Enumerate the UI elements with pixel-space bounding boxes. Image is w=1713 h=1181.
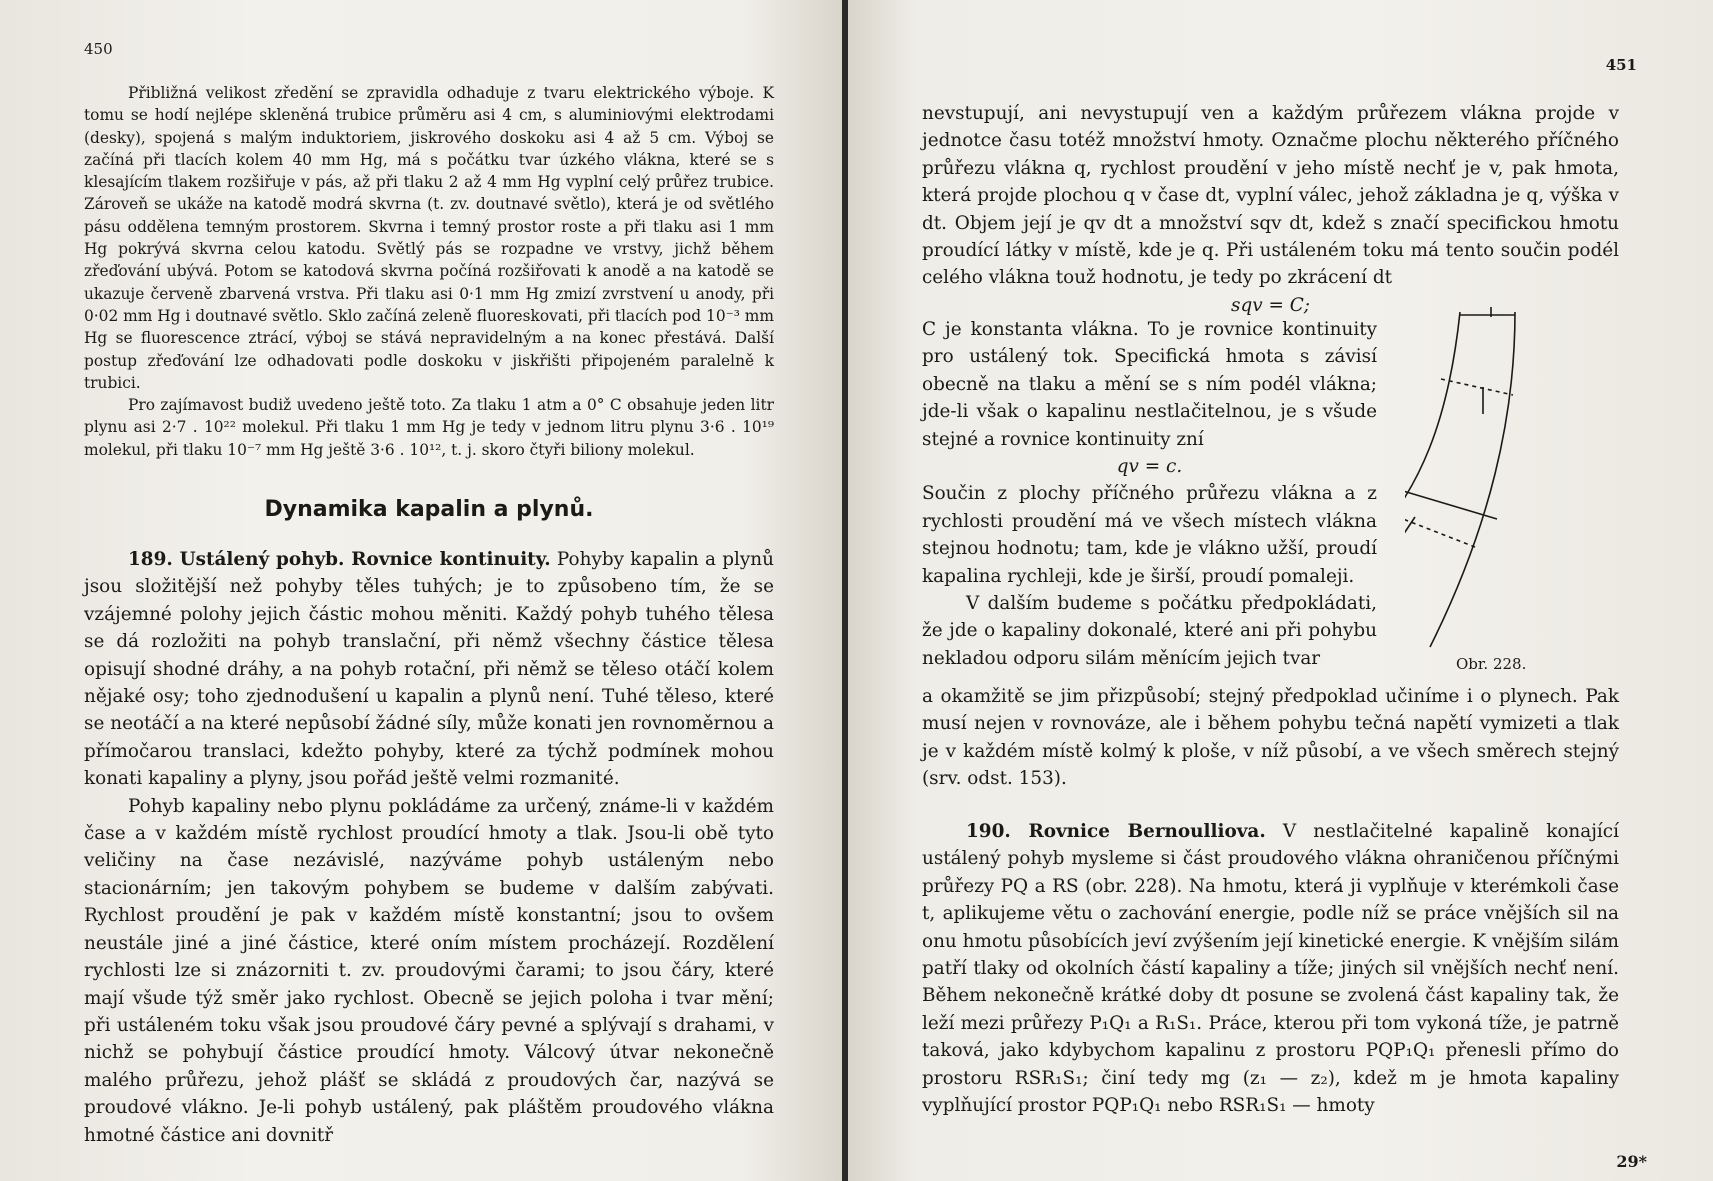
section-190-text: V nestlačitelné kapalině konající ustálený pohyb mysleme si část proudového vlákna ohraničenou příčnými průřezy PQ a RS (obr. 228). Na hmotu, která ji vyplňuje v kterémkoli čase t, aplikujeme větu o zachování energie, podle níž se práce vnějších sil na onu hmotu působících jeví zvýšením její kinetické energie. K vnějším silám patří tlaky od okolních částí kapaliny a tíže; jiných sil vnějších nechť není. Během nekonečně krátké doby dt posune se zvolená část kapaliny tak, že leží mezi průřezy P₁Q₁ a R₁S₁. Práce, kterou při tom vykoná tíže, je patrně taková, jako kdybychom kapalinu z prostoru PQP₁Q₁ přenesli přímo do prostoru RSR₁S₁; činí tedy mg (z₁ — z₂), kdež m je hmota kapaliny vyplňující prostor PQP₁Q₁ nebo RSR₁S₁ — hmoty	[922, 821, 1619, 1117]
stream-tube-left-wall	[1405, 312, 1460, 562]
figure-caption: Obr. 228.	[1456, 655, 1527, 673]
section-title: Dynamika kapalin a plynů.	[264, 497, 594, 522]
continuity-paragraph: nevstupují, ani nevystupují ven a každým průřezem vlákna projde v jednotce času totéž množství hmoty. Označme plochu některého příčného průřezu vlákna q, rychlost proudění v jeho místě nechť je v, pak hmota, která projde plochou q v čase dt, vyplní válec, jehož základna je q, výška v dt. Objem její je qv dt a množství sqv dt, kdež s značí specifickou hmotu proudící látky v místě, kde je q. Při ustáleném toku má tento součin podél celého vlákna touž hodnotu, je tedy po zkrácení dt	[922, 103, 1619, 289]
section-189-paragraph-2: Pohyb kapaliny nebo plynu pokládáme za určený, známe-li v každém čase a v každém místě rychlost proudící hmoty a tlak. Jsou-li obě tyto veličiny na čase nezávislé, nazýváme pohyb ustáleným nebo stacionárním; jen takovým pohybem se budeme v dalším zabývati. Rychlost proudění je pak v každém místě konstantní; jsou to ovšem neustále jiné a jiné částice, které oním místem procházejí. Rozdělení rychlosti lze si znázorniti t. zv. proudovými čarami; to jsou čáry, které mají všude týž směr jako rychlost. Obecně se jejich poloha i tvar mění; při ustáleném toku však jsou proudové čáry pevné a splývají s drahami, v nichž se pohybují částice proudící hmoty. Válcový útvar nekonečně malého průřezu, jehož plášť se skládá z proudových čar, nazývá se proudové vlákno. Je-li pohyb ustálený, pak pláštěm proudového vlákna hmotné částice ani dovnitř	[84, 795, 774, 1146]
equation-sqv: sqv = C;	[1231, 294, 1310, 316]
section-190-paragraph	[922, 818, 1619, 1119]
small-print-block	[84, 82, 774, 461]
page-number-left: 450	[84, 40, 113, 58]
section-189-text-1: Pohyby kapalin a plynů jsou složitější než pohyby těles tuhých; je to způsobeno tím, že se vzájemné polohy jejich částic mohou měniti. Každý pohyb tuhého tělesa se dá rozložiti na pohyb translační, při němž všechny částice tělesa opisují shodné dráhy, a na pohyb rotační, při němž se těleso otáčí kolem nějaké osy; toho zjednodušení u kapalin a plynů není. Tuhé těleso, které se neotáčí a na které nepůsobí žádné síly, může konati jen rovnoměrnou a přímočarou translaci, kdežto pohyby, které za týchž podmínek mohou konati kapaliny a plyny, jsou pořád ještě velmi rozmanité.	[84, 549, 774, 790]
velocity-arrow-v2	[1405, 517, 1415, 550]
equation-qv: qv = c.	[1116, 456, 1183, 478]
small-paragraph-1: Přibližná velikost zředění se zpravidla odhaduje z tvaru elektrického výboje. K tomu se hodí nejlépe skleněná trubice průměru asi 4 cm, s aluminiovými elektrodami (desky), spojená s malým induktoriem, jiskrového doskoku asi 4 až 5 cm. Výboj se začíná při tlacích kolem 40 mm Hg, má s počátku tvar úzkého vlákna, které se s klesajícím tlakem rozšiřuje v pás, až při tlaku 2 až 4 mm Hg vyplní celý průřez trubice. Zároveň se ukáže na katodě modrá skvrna (t. zv. doutnavé světlo), která je od světlého pásu oddělena temným prostorem. Skvrna i temný prostor roste a při tlaku asi 1 mm Hg pokrývá skvrna celou katodu. Světlý pás se rozpadne ve vrstvy, jichž během zřeďování ubývá. Potom se katodová skvrna počíná rozšiřovati k anodě a na katodě se ukazuje červeně zbarvená vrstva. Při tlaku asi 0·1 mm Hg zmizí zvrstvení u anody, při 0·02 mm Hg i doutnavé světlo. Sklo začíná zeleně fluoreskovati, při tlacích pod 10⁻³ mm Hg se fluorescence ztrácí, výboj se stává nepravidelným a na konec přestává. Další postup zřeďování lze odhadovati podle doskoku v jiskřišti připojeném paralelně k trubici.	[84, 84, 774, 392]
section-190-heading: 190. Rovnice Bernoulliova.	[966, 821, 1266, 842]
section-r1s1	[1405, 505, 1475, 547]
small-paragraph-2: Pro zajímavost budiž uvedeno ještě toto. Za tlaku 1 atm a 0° C obsahuje jeden litr plynu asi 2·7 . 10²² molekul. Při tlaku 1 mm Hg je tedy v jednom litru plynu 3·6 . 10¹⁹ molekul, při tlaku 10⁻⁷ mm Hg ještě 3·6 . 10¹², t. j. skoro čtyři biliony molekul.	[84, 396, 774, 459]
section-189-paragraph-1	[84, 546, 774, 793]
assumption-paragraph: a okamžitě se jim přizpůsobí; stejný předpoklad učiníme i o plynech. Pak musí nejen v rovnováze, ale i během pohybu tečná napětí vymizeti a tlak je v každém místě kolmý k ploše, v níž působí, a ve všech směrech stejný (srv. odst. 153).	[922, 686, 1619, 790]
mid-paragraph-3: V dalším budeme s počátku předpokládati, že jde o kapaliny dokonalé, které ani při pohybu nekladou odporu silám měnícím jejich tvar	[922, 593, 1377, 669]
page-number-right: 451	[1605, 56, 1637, 74]
section-190-body	[922, 818, 1619, 1119]
figure-228-stream-tube	[1405, 307, 1625, 652]
stream-tube-right-wall	[1430, 312, 1515, 647]
mid-paragraph-2: Součin z plochy příčného průřezu vlákna a z rychlosti proudění má ve všech místech vlákna stejnou hodnotu; tam, kde je vlákno užší, proudí kapalina rychleji, kde je širší, proudí pomaleji.	[922, 483, 1377, 587]
assumption-paragraph-block	[922, 683, 1619, 793]
section-189-body	[84, 546, 774, 1149]
figure-wrap-text	[922, 316, 1377, 672]
mid-paragraph: C je konstanta vlákna. To je rovnice kontinuity pro ustálený tok. Specifická hmota s závisí obecně na tlaku a mění se s ním podél vlákna; jde-li však o kapalinu nestlačitelnou, je s všude stejné a rovnice kontinuity zní	[922, 319, 1377, 450]
continuity-paragraph-block	[922, 100, 1619, 319]
left-page	[0, 0, 842, 1181]
signature-mark: 29*	[1616, 1152, 1647, 1171]
section-189-heading: 189. Ustálený pohyb. Rovnice kontinuity.	[128, 549, 551, 570]
section-p1q1	[1441, 379, 1513, 395]
